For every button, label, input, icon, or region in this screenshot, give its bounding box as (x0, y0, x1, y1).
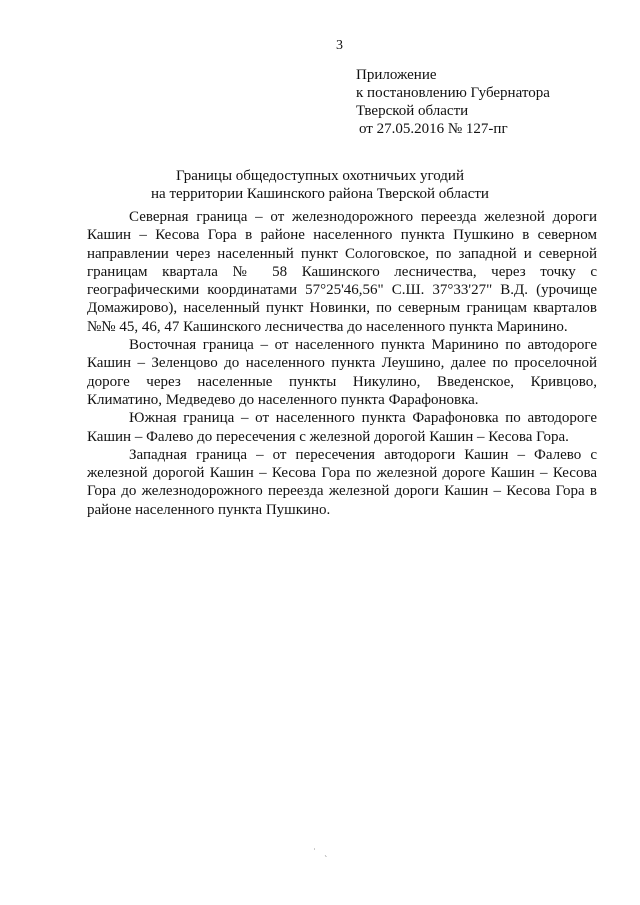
scan-artifact: ˙ ˎ (313, 847, 331, 857)
document-title-line-1: Границы общедоступных охотничьих угодий (175, 168, 464, 184)
appendix-label: Приложение (356, 67, 437, 83)
paragraph-south-border: Южная граница – от населенного пункта Фарафоновка по автодороге Кашин – Фалево до пересечения с железной дорогой Кашин – Кесова Гора. (87, 410, 597, 445)
paragraph-east-border: Восточная граница – от населенного пункта Маринино по автодороге Кашин – Зеленцово до населенного пункта Леушино, далее по проселочной дороге через населенные пункты Никулино, Введенское, Кривцово, Климатино, Медведево до населенного пункта Фарафоновка. (87, 337, 597, 408)
document-title (0, 167, 640, 203)
appendix-region: Тверской области (356, 103, 469, 119)
paragraph-north-border: Северная граница – от железнодорожного переезда железной дороги Кашин – Кесова Гора в районе населенного пункта Пушкино в северном направлении через населенный пункт Сологовское, по западной и северной границам квартала № 58 Кашинского лесничества, через точку с географическими координатами 57°25'46,56" С.Ш. 37°33'27" В.Д. (урочище Домажирово), населенный пункт Новинки, по северным границам кварталов №№ 45, 46, 47 Кашинского лесничества до населенного пункта Маринино. (87, 209, 597, 335)
appendix-date-number: от 27.05.2016 № 127-пг (359, 121, 508, 137)
paragraph-west-border: Западная граница – от пересечения автодороги Кашин – Фалево с железной дорогой Кашин – Кесова Гора по железной дороге Кашин – Кесова Гора до железнодорожного переезда железной дороги Кашин – Кесова Гора в районе населенного пункта Пушкино. (87, 446, 597, 518)
document-body (87, 208, 597, 519)
appendix-decree-ref: к постановлению Губернатора (356, 85, 550, 101)
appendix-header (356, 66, 550, 138)
page-number: 3 (336, 38, 343, 53)
document-title-line-2: на территории Кашинского района Тверской области (151, 186, 489, 202)
